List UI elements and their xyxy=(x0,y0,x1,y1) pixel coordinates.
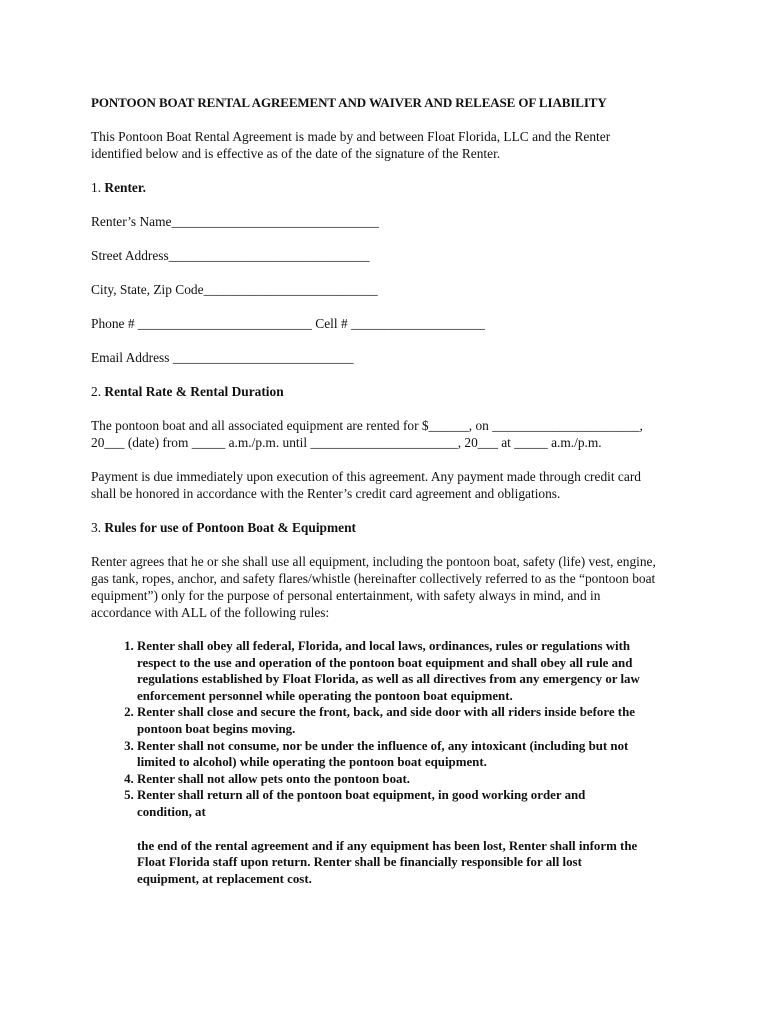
rule-line: 4. Renter shall not allow pets onto the pontoon boat. xyxy=(137,771,410,786)
city-state-zip-field: City, State, Zip Code__________________________ xyxy=(91,282,378,297)
rule-line: enforcement personnel while operating the pontoon boat equipment. xyxy=(137,688,513,703)
intro-line: This Pontoon Boat Rental Agreement is made by and between Float Florida, LLC and the Renter xyxy=(91,129,611,144)
document-title: PONTOON BOAT RENTAL AGREEMENT AND WAIVER AND RELEASE OF LIABILITY xyxy=(91,95,607,110)
section-title: Renter. xyxy=(104,180,146,195)
rule-item xyxy=(137,787,691,820)
rules-intro-line: accordance with ALL of the following rules: xyxy=(91,605,330,620)
section-2-heading xyxy=(91,383,691,400)
rules-intro-line: equipment”) only for the purpose of personal entertainment, with safety always in mind, and in xyxy=(91,588,601,603)
rule-line: 3. Renter shall not consume, nor be under the influence of, any intoxicant (including but not xyxy=(137,738,629,753)
section-1-heading xyxy=(91,179,691,196)
section-title: Rental Rate & Rental Duration xyxy=(104,384,284,399)
payment-line: Payment is due immediately upon execution of this agreement. Any payment made through credit card xyxy=(91,469,641,484)
rule-line: the end of the rental agreement and if any equipment has been lost, Renter shall inform the xyxy=(137,838,638,853)
rule-item xyxy=(137,738,691,771)
rule-line: 5. Renter shall return all of the pontoon boat equipment, in good working order and xyxy=(137,788,586,803)
intro-line: identified below and is effective as of the date of the signature of the Renter. xyxy=(91,146,501,161)
rule-line: Float Florida staff upon return. Renter shall be financially responsible for all lost xyxy=(137,855,582,870)
rule-item xyxy=(137,704,691,737)
rate-line: 20___ (date) from _____ a.m./p.m. until ______________________, 20___ at _____ a.m./p.m. xyxy=(91,435,602,450)
section-number: 2. xyxy=(91,384,102,399)
rule-5-continuation xyxy=(91,838,691,888)
section-3-heading xyxy=(91,519,691,536)
rule-item xyxy=(137,771,691,788)
rules-intro-line: gas tank, ropes, anchor, and safety flares/whistle (hereinafter collectively referred to as the “pontoon boat xyxy=(91,571,656,586)
rule-line: equipment, at replacement cost. xyxy=(137,871,312,886)
renter-name-field: Renter’s Name_______________________________ xyxy=(91,214,379,229)
rule-line: condition, at xyxy=(137,804,206,819)
rules-list xyxy=(91,638,691,821)
rule-line: 1. Renter shall obey all federal, Florida, and local laws, ordinances, rules or regulations with xyxy=(137,639,631,653)
document-page xyxy=(91,94,691,887)
email-field: Email Address ___________________________ xyxy=(91,350,354,365)
rule-line: 2. Renter shall close and secure the front, back, and side door with all riders inside before the xyxy=(137,705,635,720)
phone-cell-field: Phone # __________________________ Cell # ____________________ xyxy=(91,316,485,331)
rules-intro-line: Renter agrees that he or she shall use all equipment, including the pontoon boat, safety (life) vest, engine, xyxy=(91,554,656,569)
payment-paragraph xyxy=(91,468,691,502)
section-number: 3. xyxy=(91,520,102,535)
rule-line: regulations established by Float Florida, as well as all directives from any emergency or law xyxy=(137,672,640,687)
intro-paragraph xyxy=(91,128,691,162)
payment-line: shall be honored in accordance with the Renter’s credit card agreement and obligations. xyxy=(91,486,561,501)
rule-item xyxy=(137,638,691,704)
section-number: 1. xyxy=(91,180,102,195)
rule-line: pontoon boat begins moving. xyxy=(137,721,296,736)
rule-line: respect to the use and operation of the pontoon boat equipment and shall obey all rule and xyxy=(137,655,633,670)
rate-line: The pontoon boat and all associated equipment are rented for $______, on ______________________, xyxy=(91,418,643,433)
street-address-field: Street Address______________________________ xyxy=(91,248,370,263)
rule-line: limited to alcohol) while operating the pontoon boat equipment. xyxy=(137,755,487,770)
rental-rate-paragraph xyxy=(91,417,691,451)
section-title: Rules for use of Pontoon Boat & Equipment xyxy=(104,520,356,535)
rules-intro-paragraph xyxy=(91,553,691,621)
